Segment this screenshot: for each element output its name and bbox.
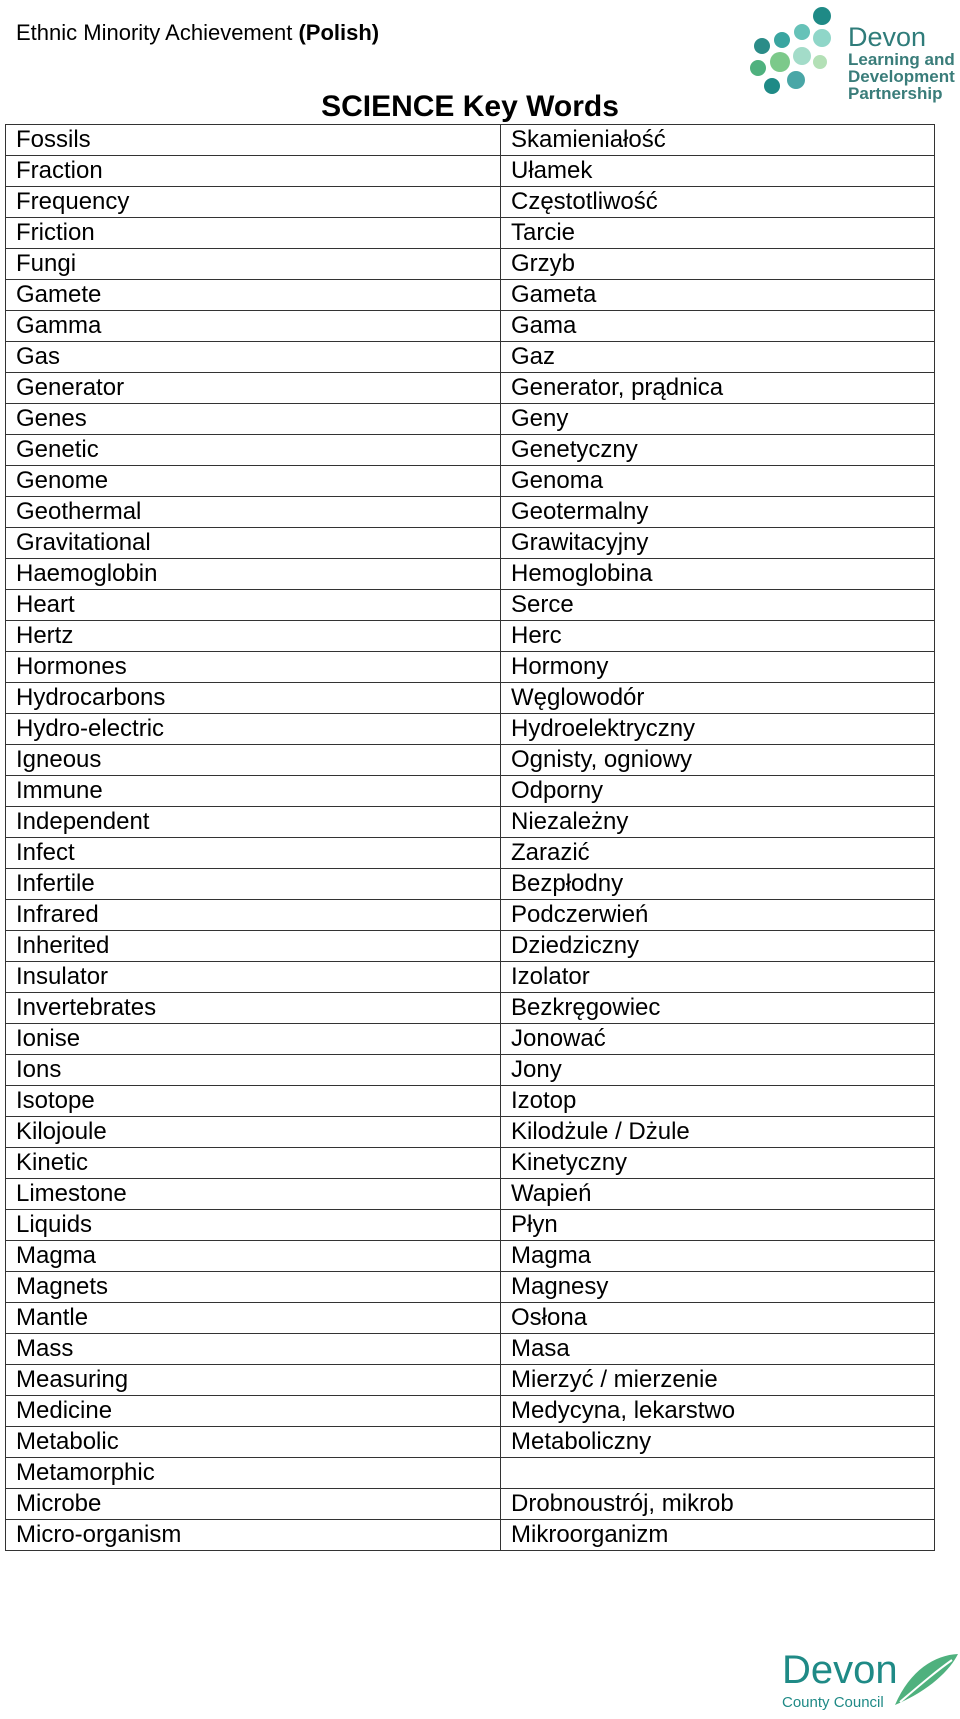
english-term: Hydro-electric bbox=[6, 714, 501, 745]
english-term: Fungi bbox=[6, 249, 501, 280]
english-term: Kilojoule bbox=[6, 1117, 501, 1148]
english-term: Igneous bbox=[6, 745, 501, 776]
english-term: Haemoglobin bbox=[6, 559, 501, 590]
polish-term: Gameta bbox=[501, 280, 935, 311]
english-term: Frequency bbox=[6, 187, 501, 218]
english-term: Metabolic bbox=[6, 1427, 501, 1458]
table-row bbox=[6, 1520, 935, 1551]
table-row bbox=[6, 559, 935, 590]
polish-term: Izolator bbox=[501, 962, 935, 993]
table-row bbox=[6, 1117, 935, 1148]
polish-term: Mierzyć / mierzenie bbox=[501, 1365, 935, 1396]
english-term: Inherited bbox=[6, 931, 501, 962]
polish-term: Metaboliczny bbox=[501, 1427, 935, 1458]
table-row bbox=[6, 776, 935, 807]
table-row bbox=[6, 1427, 935, 1458]
table-row bbox=[6, 373, 935, 404]
english-term: Immune bbox=[6, 776, 501, 807]
english-term: Metamorphic bbox=[6, 1458, 501, 1489]
polish-term: Drobnoustrój, mikrob bbox=[501, 1489, 935, 1520]
polish-term: Jonować bbox=[501, 1024, 935, 1055]
english-term: Gamete bbox=[6, 280, 501, 311]
table-row bbox=[6, 1055, 935, 1086]
polish-term: Geotermalny bbox=[501, 497, 935, 528]
keyword-table bbox=[5, 124, 935, 1551]
table-row bbox=[6, 1241, 935, 1272]
table-row bbox=[6, 435, 935, 466]
polish-term: Jony bbox=[501, 1055, 935, 1086]
polish-term: Bezkręgowiec bbox=[501, 993, 935, 1024]
table-row bbox=[6, 1086, 935, 1117]
polish-term: Magnesy bbox=[501, 1272, 935, 1303]
table-row bbox=[6, 1334, 935, 1365]
english-term: Hydrocarbons bbox=[6, 683, 501, 714]
english-term: Hormones bbox=[6, 652, 501, 683]
table-row bbox=[6, 621, 935, 652]
english-term: Generator bbox=[6, 373, 501, 404]
polish-term: Gama bbox=[501, 311, 935, 342]
polish-term: Odporny bbox=[501, 776, 935, 807]
english-term: Gravitational bbox=[6, 528, 501, 559]
polish-term: Węglowodór bbox=[501, 683, 935, 714]
english-term: Invertebrates bbox=[6, 993, 501, 1024]
table-row bbox=[6, 1024, 935, 1055]
table-row bbox=[6, 1489, 935, 1520]
table-row bbox=[6, 1179, 935, 1210]
polish-term: Dziedziczny bbox=[501, 931, 935, 962]
table-row bbox=[6, 311, 935, 342]
polish-term: Gaz bbox=[501, 342, 935, 373]
english-term: Medicine bbox=[6, 1396, 501, 1427]
english-term: Mantle bbox=[6, 1303, 501, 1334]
table-row bbox=[6, 497, 935, 528]
polish-term: Serce bbox=[501, 590, 935, 621]
polish-term: Podczerwień bbox=[501, 900, 935, 931]
polish-term: Osłona bbox=[501, 1303, 935, 1334]
table-row bbox=[6, 869, 935, 900]
english-term: Independent bbox=[6, 807, 501, 838]
table-row bbox=[6, 1365, 935, 1396]
polish-term: Magma bbox=[501, 1241, 935, 1272]
polish-term: Izotop bbox=[501, 1086, 935, 1117]
leaf-icon bbox=[890, 1650, 960, 1710]
english-term: Fossils bbox=[6, 125, 501, 156]
table-row bbox=[6, 807, 935, 838]
polish-term: Ognisty, ogniowy bbox=[501, 745, 935, 776]
table-row bbox=[6, 218, 935, 249]
table-row bbox=[6, 404, 935, 435]
polish-term: Generator, prądnica bbox=[501, 373, 935, 404]
table-row bbox=[6, 1458, 935, 1489]
polish-term: Skamieniałość bbox=[501, 125, 935, 156]
header-language: (Polish) bbox=[298, 20, 380, 45]
polish-term: Niezależny bbox=[501, 807, 935, 838]
table-row bbox=[6, 683, 935, 714]
logo-line-2: Learning and bbox=[848, 50, 955, 69]
english-term: Measuring bbox=[6, 1365, 501, 1396]
english-term: Genes bbox=[6, 404, 501, 435]
table-row bbox=[6, 931, 935, 962]
polish-term: Hydroelektryczny bbox=[501, 714, 935, 745]
polish-term: Kilodżule / Dżule bbox=[501, 1117, 935, 1148]
table-row bbox=[6, 280, 935, 311]
keyword-table-body bbox=[6, 125, 935, 1551]
table-row bbox=[6, 342, 935, 373]
table-row bbox=[6, 714, 935, 745]
table-row bbox=[6, 900, 935, 931]
devon-county-council-logo bbox=[778, 1648, 960, 1714]
english-term: Infect bbox=[6, 838, 501, 869]
table-row bbox=[6, 1210, 935, 1241]
polish-term: Ułamek bbox=[501, 156, 935, 187]
logo-line-1: Devon bbox=[848, 22, 927, 52]
english-term: Genetic bbox=[6, 435, 501, 466]
english-term: Gas bbox=[6, 342, 501, 373]
english-term: Hertz bbox=[6, 621, 501, 652]
table-row bbox=[6, 156, 935, 187]
english-term: Liquids bbox=[6, 1210, 501, 1241]
header-subject: Ethnic Minority Achievement bbox=[16, 20, 293, 45]
polish-term: Wapień bbox=[501, 1179, 935, 1210]
polish-term: Genetyczny bbox=[501, 435, 935, 466]
english-term: Infertile bbox=[6, 869, 501, 900]
footer-logo-line-1: Devon bbox=[782, 1648, 898, 1692]
table-row bbox=[6, 187, 935, 218]
polish-term: Grawitacyjny bbox=[501, 528, 935, 559]
english-term: Insulator bbox=[6, 962, 501, 993]
table-row bbox=[6, 125, 935, 156]
page-title: SCIENCE Key Words bbox=[321, 90, 619, 123]
footer-logo-line-2: County Council bbox=[782, 1694, 884, 1711]
polish-term: Kinetyczny bbox=[501, 1148, 935, 1179]
english-term: Ions bbox=[6, 1055, 501, 1086]
table-row bbox=[6, 993, 935, 1024]
polish-term: Hemoglobina bbox=[501, 559, 935, 590]
table-row bbox=[6, 838, 935, 869]
table-row bbox=[6, 962, 935, 993]
english-term: Ionise bbox=[6, 1024, 501, 1055]
polish-term: Mikroorganizm bbox=[501, 1520, 935, 1551]
polish-term: Zarazić bbox=[501, 838, 935, 869]
english-term: Infrared bbox=[6, 900, 501, 931]
polish-term: Genoma bbox=[501, 466, 935, 497]
english-term: Magnets bbox=[6, 1272, 501, 1303]
table-row bbox=[6, 745, 935, 776]
english-term: Geothermal bbox=[6, 497, 501, 528]
polish-term bbox=[501, 1458, 935, 1489]
table-row bbox=[6, 466, 935, 497]
polish-term: Płyn bbox=[501, 1210, 935, 1241]
document-header bbox=[16, 20, 379, 46]
table-row bbox=[6, 652, 935, 683]
english-term: Fraction bbox=[6, 156, 501, 187]
english-term: Isotope bbox=[6, 1086, 501, 1117]
english-term: Friction bbox=[6, 218, 501, 249]
english-term: Gamma bbox=[6, 311, 501, 342]
polish-term: Bezpłodny bbox=[501, 869, 935, 900]
table-row bbox=[6, 249, 935, 280]
logo-line-4: Partnership bbox=[848, 84, 943, 103]
english-term: Kinetic bbox=[6, 1148, 501, 1179]
table-row bbox=[6, 1272, 935, 1303]
english-term: Magma bbox=[6, 1241, 501, 1272]
polish-term: Geny bbox=[501, 404, 935, 435]
english-term: Heart bbox=[6, 590, 501, 621]
dots-logo-icon bbox=[740, 4, 846, 104]
polish-term: Częstotliwość bbox=[501, 187, 935, 218]
polish-term: Medycyna, lekarstwo bbox=[501, 1396, 935, 1427]
polish-term: Grzyb bbox=[501, 249, 935, 280]
english-term: Limestone bbox=[6, 1179, 501, 1210]
english-term: Micro-organism bbox=[6, 1520, 501, 1551]
english-term: Mass bbox=[6, 1334, 501, 1365]
table-row bbox=[6, 590, 935, 621]
table-row bbox=[6, 1396, 935, 1427]
table-row bbox=[6, 528, 935, 559]
polish-term: Herc bbox=[501, 621, 935, 652]
english-term: Microbe bbox=[6, 1489, 501, 1520]
polish-term: Tarcie bbox=[501, 218, 935, 249]
polish-term: Hormony bbox=[501, 652, 935, 683]
table-row bbox=[6, 1148, 935, 1179]
logo-line-3: Development bbox=[848, 67, 955, 86]
table-row bbox=[6, 1303, 935, 1334]
english-term: Genome bbox=[6, 466, 501, 497]
polish-term: Masa bbox=[501, 1334, 935, 1365]
